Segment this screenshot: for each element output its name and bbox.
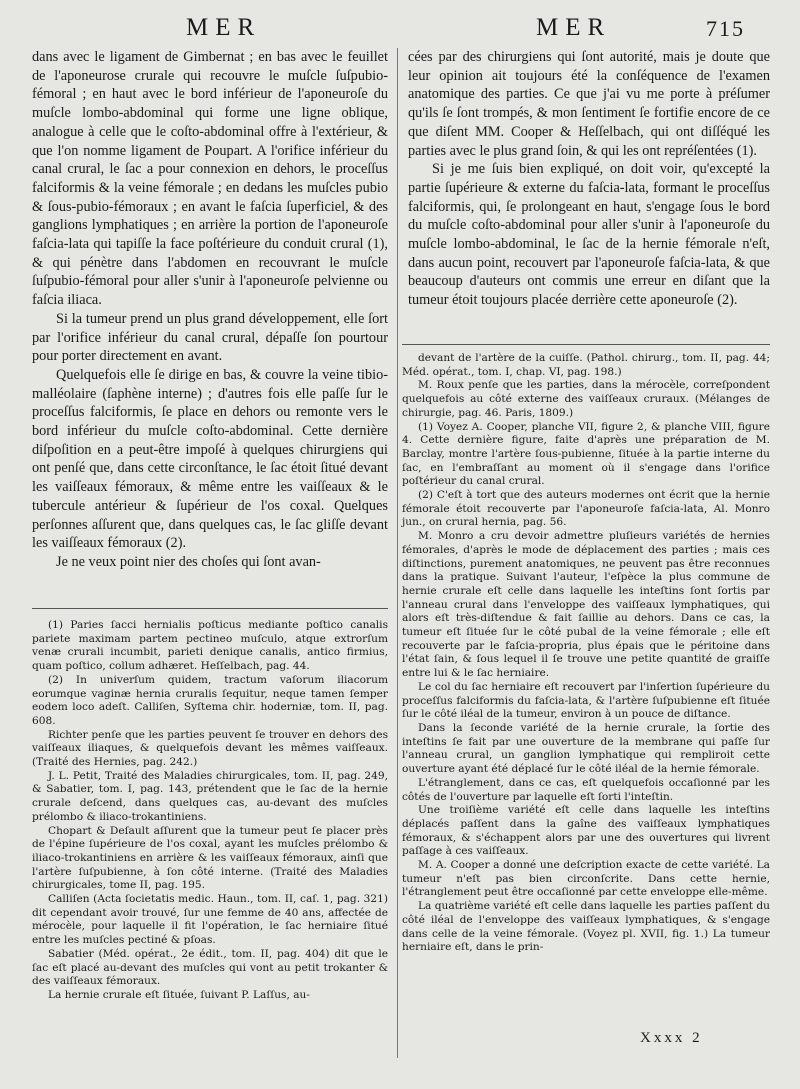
signature-mark: Xxxx 2: [640, 1030, 703, 1046]
right-footnote-rule: [402, 344, 770, 345]
left-paragraph-4: Je ne veux point nier des choſes qui ſont avan-: [56, 553, 321, 570]
right-note-7: Dans la ſeconde variété de la hernie crurale, la ſortie des inteſtins ſe fait par une ouverture de la membrane qui paſſe ſur l'anneau crural, un ganglion lymphatique qui rempliroit cette ouverture ayant été déplacé ſur le côté iléal de la hernie fémorale.: [402, 721, 770, 776]
left-paragraph-3: Quelquefois elle ſe dirige en bas, & couvre la veine tibio-malléolaire (ſaphène interne) ; d'autres fois elle paſſe ſur le proceſſus falciformis, ſe place en dehors ou remonte vers le bord inférieur du muſcle coſto-abdominal. Cette dernière diſpoſition en a peut-être impoſé à quelques chirurgiens qui ont penſé que, dans cette circonſtance, le ſac étoit ſitué devant les vaiſſeaux fémoraux, & même entre les vaiſſeaux & le tubercule antérieur & ſupérieur de l'os coxal. Quelques perſonnes aſſurent que, dans quelques cas, le ſac gliſſe devant les vaiſſeaux fémoraux (2).: [32, 366, 388, 552]
right-note-2: M. Roux penſe que les parties, dans la mérocèle, correſpondent quelquefois au côté externe des vaiſſeaux cruraux. (Mélanges de chirurgie, pag. 46. Paris, 1809.): [402, 379, 770, 419]
left-note-5: Chopart & Deſault aſſurent que la tumeur peut ſe placer près de l'épine ſupérieure de l'os coxal, ayant les muſcles prélombo & iliaco-trokantiniens en arrière & les vaiſſeaux fémoraux, ainſi que l'artère ſuſpubienne, à ſon côté interne. (Traité des Maladies chirurgicales, tome II, pag. 195.: [32, 824, 388, 892]
left-note-4: J. L. Petit, Traité des Maladies chirurgicales, tom. II, pag. 249, & Sabatier, tom. I, pag. 143, prétendent que le ſac de la hernie crurale deſcend, dans quelques cas, au-devant des muſcles prélombo & iliaco-trokantiniens.: [32, 769, 388, 823]
left-footnote-rule: [32, 608, 388, 609]
right-note-4: (2) C'eſt à tort que des auteurs modernes ont écrit que la hernie fémorale étoit recouverte par l'aponeuroſe faſcia-lata, Al. Monro jun., on crural hernia, pag. 56.: [402, 489, 770, 529]
running-head-right: MER: [536, 14, 612, 41]
left-paragraph-2: Si la tumeur prend un plus grand développement, elle ſort par l'orifice inférieur du canal crural, dépaſſe ſon pourtour pour porter directement en avant.: [32, 310, 388, 365]
left-paragraph-1: dans avec le ligament de Gimbernat ; en bas avec le feuillet de l'aponeurose crurale qui recouvre le muſcle ſuſpubio-fémoral ; en haut avec le bord inférieur de l'aponeuroſe du muſcle lombo-abdominal qui forme une ligne oblique, analogue à celle que le coſto-abdominal offre à l'extérieur, & que l'on nomme ligament de Poupart. A l'orifice inférieur du canal crural, le ſac a pour connexion en dehors, le proceſſus falciformis & la veine fémorale ; en dedans les muſcles pubio & ſous-pubio-fémoraux ; en avant le faſcia ſuperficiel, & des ganglions lymphatiques ; en arrière la portion de l'aponeuroſe faſcia-lata qui tapiſſe la face poſtérieure du conduit crural (1), & qui pénètre dans l'abdomen en recouvrant le muſcle ſuſpubio-fémoral pour aller s'unir à l'aponeuroſe pelvienne ou faſcia iliaca.: [32, 49, 388, 309]
running-head-left: MER: [186, 14, 262, 41]
right-note-8: L'étranglement, dans ce cas, eſt quelquefois occaſionné par les côtés de l'ouverture par laquelle eſt ſorti l'inteſtin.: [402, 776, 770, 803]
right-note-3: (1) Voyez A. Cooper, planche VII, figure 2, & planche VIII, figure 4. Cette dernière figure, faite d'après une préparation de M. Barclay, montre l'artère ſous-pubienne, ſituée à la partie interne du ſac, en l'embraſſant au moment où il s'engage dans l'orifice poſtérieur du canal crural.: [402, 420, 770, 488]
left-column-body: [32, 48, 388, 572]
right-note-1: devant de l'artère de la cuiſſe. (Pathol. chirurg., tom. II, pag. 44; Méd. opérat., tom. I, chap. VI, pag. 198.): [402, 352, 770, 378]
right-note-9: Une troiſième variété eſt celle dans laquelle les inteſtins déplacés paſſent dans la gaîne des vaiſſeaux lymphatiques fémoraux, & s'échappent alors par une des ouvertures qui livrent paſſage à ces vaiſſeaux.: [402, 804, 770, 858]
left-note-1: (1) Paries ſacci hernialis poſticus mediante poſtico canalis pariete maximam partem pectineo muſculo, atque extrorſum venæ crurali incumbit, parieti denique canalis, antico firmius, quam poſtico, collum adhæret. Heſſelbach, pag. 44.: [32, 619, 388, 673]
left-note-7: Sabatier (Méd. opérat., 2e édit., tom. II, pag. 404) dit que le ſac eſt placé au-devant des muſcles qui vont au petit trokanter & des vaiſſeaux fémoraux.: [32, 947, 388, 988]
right-note-11: La quatrième variété eſt celle dans laquelle les parties paſſent du côté iléal de l'enveloppe des vaiſſeaux lymphatiques, & s'engage dans celle de la veine fémorale. (Voyez pl. XVII, fig. 1.) La tumeur herniaire eſt, dans le prin-: [402, 900, 770, 954]
column-divider: [397, 48, 398, 1058]
right-column-body: [408, 48, 770, 310]
right-note-5: M. Monro a cru devoir admettre pluſieurs variétés de hernies fémorales, d'après le mode de déplacement des parties ; mais ces diſtinctions, purement anatomiques, ne peuvent pas être reconnues dans la pratique. Suivant l'auteur, l'eſpèce la plus commune de hernie crurale eſt celle dans laquelle les inteſtins ſont ſortis par l'anneau crural dans l'enveloppe des vaiſſeaux lymphatiques, qui alors eſt très-diſtendue & fait ſaillie au dehors. Dans ce cas, la tumeur eſt ſituée ſur le côté pubal de la veine fémorale ; elle eſt recouverte par le faſcia-propria, plus épais que le péritoine dans l'état ſain, & ſous lequel il ſe trouve une petite quantité de graiſſe entre lui & le ſac herniaire.: [402, 530, 770, 680]
right-paragraph-1: cées par des chirurgiens qui ſont autorité, mais je doute que leur opinion ait toujours été la conſéquence de l'examen anatomique des parties. Ce que j'ai vu me porte à préſumer qu'ils ſe ſont trompés, & mon ſentiment ſe fortifie encore de ce que diſent MM. Cooper & Heſſelbach, qui ont diſſéqué les parties avec le plus grand ſoin, & qui les ont repréſentées (1).: [408, 49, 770, 159]
right-footnotes: [402, 352, 770, 955]
right-note-10: M. A. Cooper a donné une deſcription exacte de cette variété. La tumeur n'eſt pas bien circonſcrite. Dans cette hernie, l'étranglement peut être occaſionné par cette enveloppe elle-même.: [402, 859, 770, 899]
left-note-3: Richter penſe que les parties peuvent ſe trouver en dehors des vaiſſeaux iliaques, & quelquefois devant les mêmes vaiſſeaux. (Traité des Hernies, pag. 242.): [32, 728, 388, 769]
left-footnotes: [32, 619, 388, 1003]
left-note-2: (2) In univerſum quidem, tractum vaſorum iliacorum eorumque vaginæ hernia cruralis ſequitur, neque tamen ſemper eodem loco adeſt. Calliſen, Syſtema chir. hoderniæ, tom. II, pag. 608.: [32, 673, 388, 727]
left-note-8: La hernie crurale eſt ſituée, ſuivant P. Laſſus, au-: [48, 988, 310, 1001]
running-head: [0, 14, 800, 48]
page-number: 715: [706, 16, 745, 41]
right-paragraph-2: Si je me ſuis bien expliqué, on doit voir, qu'excepté la partie ſupérieure & externe du faſcia-lata, formant le proceſſus falciformis, qui, ſe prolongeant en haut, s'engage ſous le bord du muſcle coſto-abdominal pour aller s'unir à l'aponeuroſe du muſcle lombo-abdominal, le ſac de la hernie fémorale n'eſt, dans aucun point, recouvert par l'aponeuroſe faſcia-lata, & que beaucoup d'auteurs ont commis une erreur en diſant que la tumeur étoit toujours placée derrière cette aponeuroſe (2).: [408, 161, 770, 309]
left-note-6: Calliſen (Acta ſocietatis medic. Haun., tom. II, caſ. 1, pag. 321) dit cependant avoir trouvé, ſur une femme de 40 ans, affectée de mérocèle, pour laquelle il fit l'opération, le ſac herniaire ſitué entre les muſcles pectiné & pſoas.: [32, 893, 388, 947]
right-note-6: Le col du ſac herniaire eſt recouvert par l'inſertion ſupérieure du proceſſus falciformis du faſcia-lata, & l'artère ſuſpubienne eſt ſituée ſur le côté iléal de la tumeur, environ à un pouce de diſtance.: [402, 680, 770, 721]
